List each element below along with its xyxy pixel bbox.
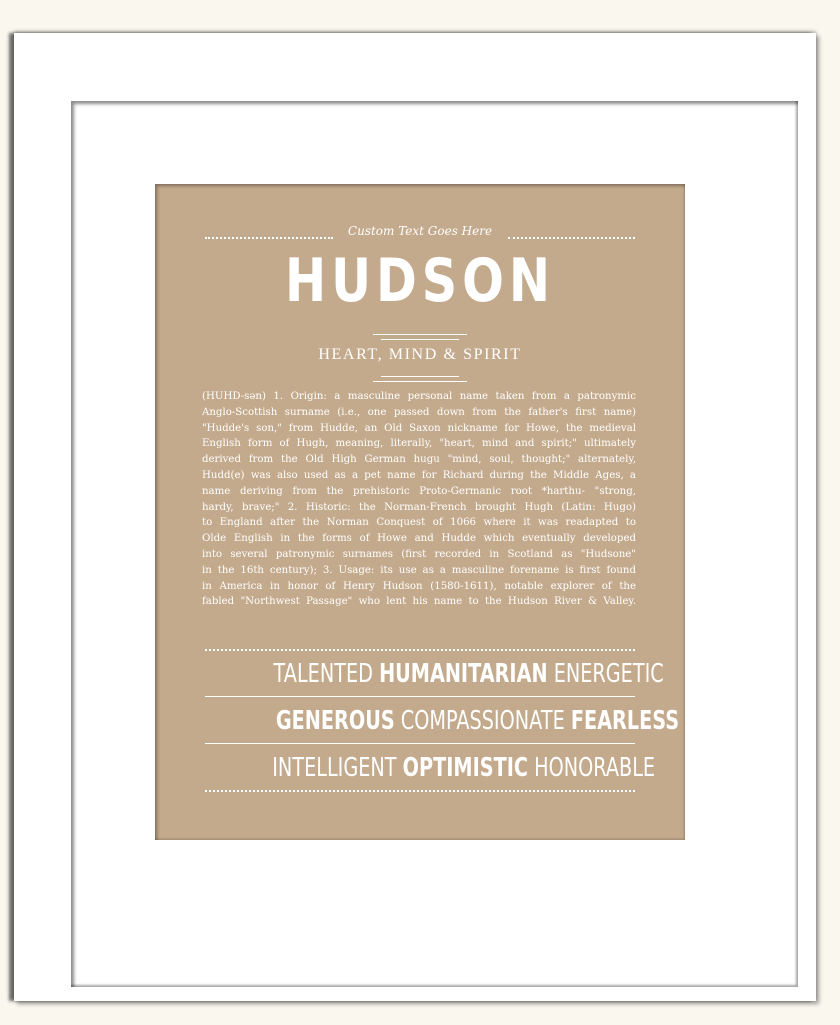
trait-word: OPTIMISTIC [402, 753, 528, 783]
definition-line: Olde English in the forms of Howe and Hudde which eventually developed [202, 533, 636, 545]
rule [381, 376, 459, 377]
trait-word: GENEROUS [275, 706, 395, 736]
custom-text: Custom Text Goes Here [347, 224, 493, 238]
definition-line: Anglo-Scottish surname (i.e., one passed down from the father's first name) [202, 406, 636, 418]
definition-line: (HUHD-sən) 1. Origin: a masculine personal name taken from a patronymic [202, 391, 636, 402]
definition-line: English form of Hugh, meaning, literally, "heart, mind and spirit;" ultimately [202, 438, 636, 450]
name-art-print [155, 184, 685, 840]
rule [373, 334, 467, 335]
tagline: HEART, MIND & SPIRIT [318, 346, 522, 363]
rule [373, 381, 467, 382]
definition-line: derived from the Old High German hugu "mind, soul, thought;" alternately, [202, 454, 636, 466]
dotted-divider [205, 237, 333, 239]
definition-line: name deriving from the prehistoric Proto-Germanic root *harthu- "strong, [202, 485, 636, 497]
dotted-divider [205, 649, 635, 651]
traits-row [205, 706, 680, 736]
name-definition [202, 389, 636, 610]
dotted-divider [205, 790, 635, 792]
definition-line: in the 16th century); 3. Usage: its use as a masculine forename is first found [202, 564, 636, 576]
dotted-divider [508, 237, 635, 239]
definition-line: Hudd(e) was also used as a pet name for Richard during the Middle Ages, a [202, 469, 636, 481]
trait-word: TALENTED [273, 659, 373, 689]
rule [205, 696, 635, 697]
definition-line: to England after the Norman Conquest of 1066 where it was readapted to [202, 517, 636, 529]
traits-row [205, 659, 664, 689]
definition-line: fabled "Northwest Passage" who lent his name to the Hudson River & Valley. [202, 596, 636, 608]
trait-word: COMPASSIONATE [400, 706, 565, 736]
name-heading: HUDSON [285, 246, 555, 316]
definition-line: "Hudde's son," from Hudde, an Old Saxon nickname for Howe, the medieval [202, 422, 636, 434]
traits-row [205, 753, 656, 783]
trait-word: INTELLIGENT [272, 753, 397, 783]
trait-word: ENERGETIC [553, 659, 664, 689]
trait-word: HUMANITARIAN [379, 659, 548, 689]
rule [381, 339, 459, 340]
definition-line: hardy, brave;" 2. Historic: the Norman-French brought Hugh (Latin: Hugo) [202, 501, 636, 513]
trait-word: FEARLESS [570, 706, 680, 736]
trait-word: HONORABLE [534, 753, 656, 783]
rule [205, 743, 635, 744]
definition-line: into several patronymic surnames (first recorded in Scotland as "Hudsone" [202, 548, 636, 560]
definition-line: in America in honor of Henry Hudson (1580-1611), notable explorer of the [202, 580, 636, 592]
